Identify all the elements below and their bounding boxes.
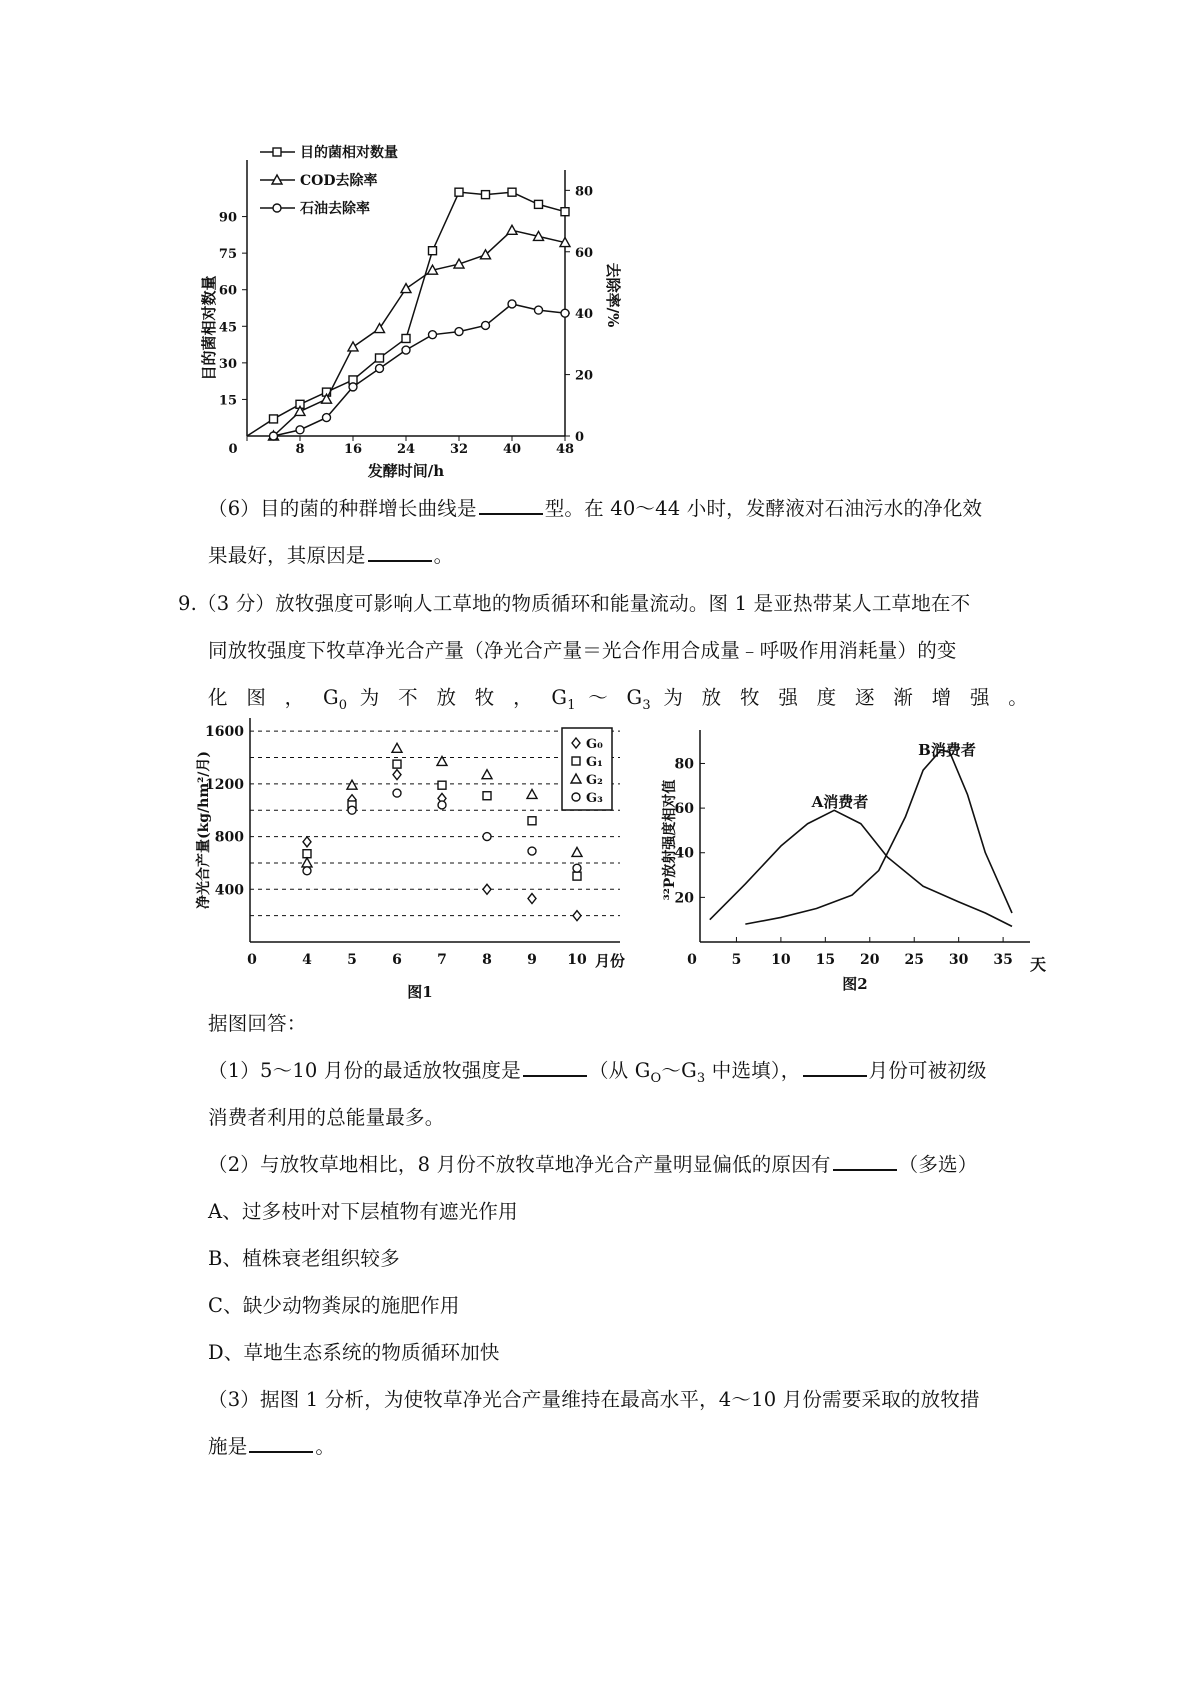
question-9-line-2: [208, 627, 1028, 674]
data-point-circle: [528, 847, 536, 855]
y-tick-label: 1200: [205, 776, 244, 793]
x-tick-label: 9: [527, 952, 537, 968]
data-point-circle: [323, 414, 331, 422]
series-label-a: A消费者: [811, 793, 869, 811]
y-left-axis-label: 目的菌相对数量: [200, 275, 218, 381]
series-line-square: [247, 192, 565, 436]
legend-marker-circle: [572, 793, 580, 801]
y-right-tick-label: 60: [575, 245, 594, 261]
data-point-circle: [573, 864, 581, 872]
data-point-triangle: [302, 858, 312, 867]
sub-question-3-line-2: [208, 1423, 1028, 1470]
question-number: 9.: [178, 592, 198, 615]
data-point-circle: [303, 867, 311, 875]
legend-marker-square: [273, 148, 281, 156]
q1-text-b: （从 G: [588, 1059, 651, 1082]
y-axis-label: ³²P放射强度相对值: [662, 779, 678, 901]
subscript: O: [650, 1070, 662, 1086]
y-tick-label: 20: [674, 890, 694, 907]
q1-text-d: 中选填），: [705, 1059, 801, 1082]
data-point-circle: [455, 328, 463, 336]
sub-question-2: [208, 1141, 1028, 1188]
x-tick-label: 40: [502, 442, 522, 457]
data-point-circle: [429, 331, 437, 339]
series-curve-a: [710, 810, 1012, 926]
x-tick-label: 5: [731, 952, 742, 968]
legend-label: G₂: [586, 773, 603, 788]
data-point-square: [573, 872, 581, 880]
data-point-square: [376, 354, 384, 362]
subscript: 3: [696, 1070, 706, 1086]
y-right-tick-label: 0: [575, 430, 585, 445]
data-point-triangle: [482, 770, 492, 779]
data-point-circle: [348, 806, 356, 814]
data-point-square: [455, 188, 463, 196]
option-a: [208, 1188, 1028, 1235]
answer-intro-text: 据图回答：: [208, 1012, 307, 1035]
data-point-triangle: [392, 743, 402, 752]
x-axis-label: 天: [1029, 955, 1047, 974]
sub-question-3-line-1: [208, 1376, 1028, 1423]
data-point-diamond: [483, 884, 491, 894]
data-point-square: [429, 247, 437, 255]
q9-text-2: 同放牧强度下牧草净光合产量（净光合产量＝光合作用合成量﹣呼吸作用消耗量）的变: [208, 639, 957, 662]
question-9-line-1: [178, 580, 1028, 627]
data-point-diamond: [393, 770, 401, 780]
x-tick-label: 0: [247, 952, 257, 968]
y-tick-label: 400: [214, 882, 244, 899]
data-point-triangle: [527, 789, 537, 798]
q9-text-3g: 为 放 牧 强 度 逐 渐 增 强 。: [650, 686, 1028, 709]
option-a-text: A、过多枝叶对下层植物有遮光作用: [208, 1200, 518, 1223]
data-point-triangle: [375, 324, 385, 333]
y-left-tick-label: 90: [218, 210, 237, 226]
legend-label: G₀: [586, 737, 603, 752]
q3-text-b: 施是: [208, 1435, 248, 1458]
y-left-tick-label: 15: [218, 393, 237, 409]
data-point-circle: [349, 383, 357, 391]
option-d: [208, 1329, 1028, 1376]
x-tick-label: 8: [482, 952, 492, 968]
series-curve-b: [745, 750, 1012, 924]
answer-blank: [479, 495, 543, 515]
x-tick-label: 0: [687, 952, 697, 968]
x-tick-label: 16: [343, 442, 363, 457]
q3-text-c: 。: [315, 1435, 336, 1458]
legend-marker-circle: [273, 204, 281, 212]
answer-blank: [249, 1433, 313, 1453]
fermentation-line-chart: [190, 140, 630, 500]
series-line-circle: [274, 304, 566, 436]
question-6-line-1: [208, 485, 1028, 532]
legend-label: G₁: [586, 755, 603, 770]
x-tick-label: 10: [771, 952, 791, 968]
q3-text-a: （3）据图 1 分析，为使牧草净光合产量维持在最高水平，4～10 月份需要采取的放牧措: [208, 1388, 980, 1411]
data-point-square: [508, 188, 516, 196]
data-point-circle: [561, 309, 569, 317]
y-right-tick-label: 40: [575, 307, 594, 323]
q1-text-a: （1）5～10 月份的最适放牧强度是: [208, 1059, 521, 1082]
x-tick-label: 48: [555, 442, 575, 457]
q9-text-1: （3 分）放牧强度可影响人工草地的物质循环和能量流动。图 1 是亚热带某人工草地在不: [197, 592, 971, 615]
x-tick-label: 20: [860, 952, 880, 968]
data-point-triangle: [348, 342, 358, 351]
option-b-text: B、植株衰老组织较多: [208, 1247, 400, 1270]
data-point-circle: [482, 321, 490, 329]
answer-blank: [368, 542, 432, 562]
data-point-square: [482, 191, 490, 199]
subscript: 0: [338, 697, 348, 713]
figure-1-scatter-chart: [190, 710, 660, 1010]
data-point-circle: [376, 364, 384, 372]
x-tick-label: 10: [567, 952, 587, 968]
data-point-circle: [393, 789, 401, 797]
y-left-tick-label: 75: [218, 247, 237, 263]
data-point-square: [393, 760, 401, 768]
data-point-square: [438, 781, 446, 789]
legend-label: COD去除率: [300, 173, 378, 189]
q2-text-a: （2）与放牧草地相比，8 月份不放牧草地净光合产量明显偏低的原因有: [208, 1153, 831, 1176]
option-c: [208, 1282, 1028, 1329]
x-tick-label: 15: [815, 952, 836, 968]
figure-2-line-chart: [660, 715, 1080, 1010]
q6-text-b: 型。在 40～44 小时，发酵液对石油污水的净化效: [544, 497, 983, 520]
x-tick-label: 8: [295, 442, 305, 457]
y-left-tick-label: 60: [218, 283, 237, 299]
data-point-triangle: [572, 847, 582, 856]
series-label-b: B消费者: [918, 741, 976, 759]
q1-text-e: 月份可被初级: [868, 1059, 987, 1082]
q6-text-c: 果最好，其原因是: [208, 544, 366, 567]
subscript: 1: [567, 697, 576, 713]
subscript: 3: [642, 697, 651, 713]
data-point-triangle: [507, 225, 517, 234]
y-right-tick-label: 20: [575, 368, 594, 384]
answer-blank: [523, 1057, 587, 1077]
q9-text-3c: 为 不 放 牧 ， G: [347, 686, 568, 709]
sub-question-1-line-2: [208, 1094, 1028, 1141]
data-point-circle: [296, 426, 304, 434]
x-tick-label: 30: [948, 952, 969, 968]
y-right-axis-label: 去除率/%: [604, 262, 622, 328]
data-point-diamond: [528, 894, 536, 904]
x-axis-label: 发酵时间/h: [367, 462, 445, 480]
data-point-circle: [402, 346, 410, 354]
legend-label: 目的菌相对数量: [300, 145, 398, 161]
q6-text-a: （6）目的菌的种群增长曲线是: [208, 497, 477, 520]
q1-text-c: ～G: [661, 1059, 697, 1082]
q9-text-3a: 化 图 ， G: [208, 686, 339, 709]
data-point-circle: [535, 306, 543, 314]
data-point-circle: [483, 833, 491, 841]
data-point-diamond: [303, 837, 311, 847]
chart-title: 图1: [407, 983, 433, 1001]
data-point-square: [483, 792, 491, 800]
x-tick-label: 25: [904, 952, 924, 968]
q6-text-d: 。: [433, 544, 454, 567]
y-tick-label: 1600: [205, 724, 244, 741]
question-6-line-2: [208, 532, 1028, 579]
data-point-circle: [270, 432, 278, 440]
x-tick-label: 6: [392, 952, 402, 968]
y-tick-label: 40: [674, 845, 694, 862]
y-tick-label: 800: [214, 829, 244, 846]
q9-text-3e: ～ G: [575, 686, 643, 709]
answer-blank: [803, 1057, 867, 1077]
answer-blank: [833, 1151, 897, 1171]
y-axis-label: 净光合产量(kg/hm²/月): [196, 750, 212, 910]
q2-text-b: （多选）: [898, 1153, 978, 1176]
y-left-tick-label: 30: [218, 356, 237, 372]
data-point-circle: [508, 300, 516, 308]
option-d-text: D、草地生态系统的物质循环加快: [208, 1341, 500, 1364]
option-b: [208, 1235, 1028, 1282]
data-point-triangle: [401, 284, 411, 293]
y-left-tick-label: 45: [218, 320, 237, 336]
y-right-tick-label: 80: [575, 184, 594, 200]
data-point-square: [561, 208, 569, 216]
x-tick-label: 5: [347, 952, 357, 968]
answer-intro: [208, 1000, 1028, 1047]
x-axis-label: 月份: [594, 952, 626, 970]
y-tick-label: 80: [674, 756, 694, 773]
data-point-square: [270, 415, 278, 423]
q1-text-f: 消费者利用的总能量最多。: [208, 1106, 445, 1129]
option-c-text: C、缺少动物粪尿的施肥作用: [208, 1294, 460, 1317]
data-point-square: [535, 200, 543, 208]
legend-label: G₃: [586, 791, 603, 806]
data-point-triangle: [347, 780, 357, 789]
legend-marker-square: [572, 757, 580, 765]
x-tick-label: 7: [437, 952, 447, 968]
x-tick-label: 24: [396, 442, 416, 457]
data-point-square: [402, 334, 410, 342]
y-tick-label: 60: [674, 801, 694, 818]
x-tick-label: 4: [302, 952, 312, 968]
data-point-square: [528, 817, 536, 825]
series-line-triangle: [274, 230, 566, 436]
x-tick-label: 32: [449, 442, 469, 457]
chart-title: 图2: [842, 975, 868, 993]
x-tick-label: 0: [228, 442, 238, 457]
data-point-circle: [438, 801, 446, 809]
legend-label: 石油去除率: [300, 201, 370, 217]
data-point-diamond: [573, 911, 581, 921]
x-tick-label: 35: [993, 952, 1013, 968]
